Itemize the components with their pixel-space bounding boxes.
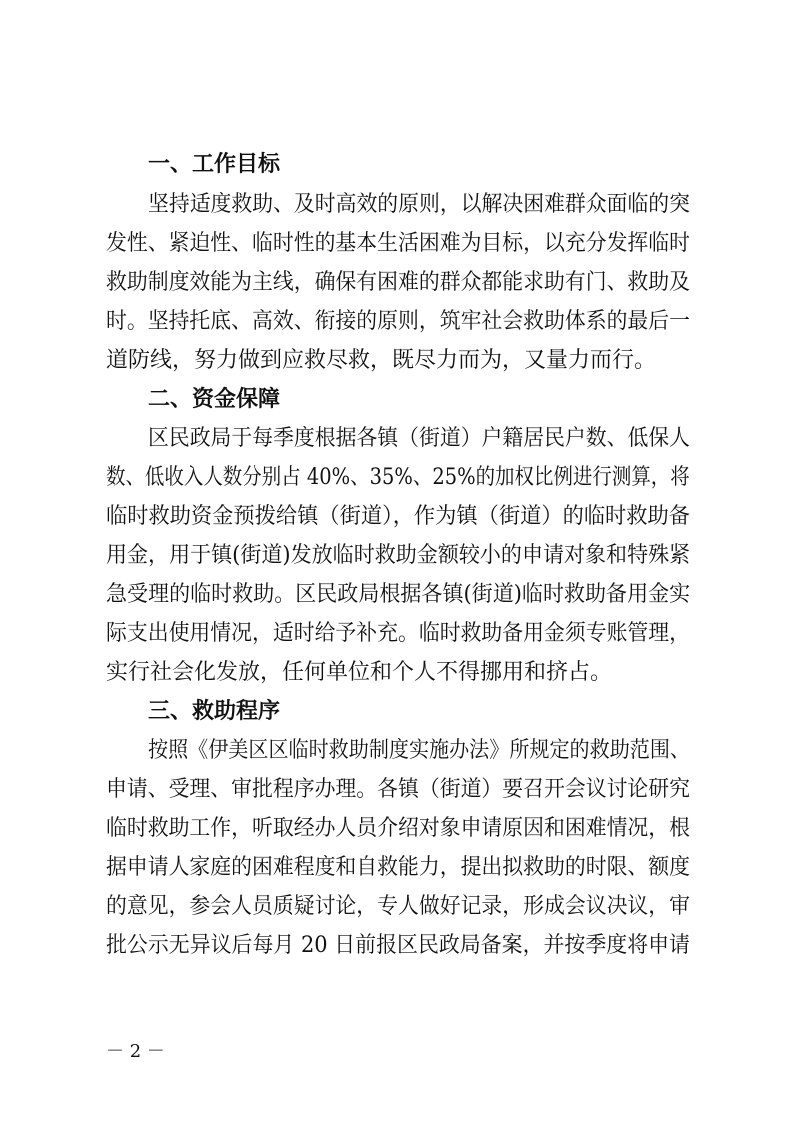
paragraph-line: 的意见，参会人员质疑讨论，专人做好记录，形成会议决议，审 — [106, 894, 691, 919]
section-heading-funding: 二、资金保障 — [148, 387, 281, 412]
paragraph-line: 按照《伊美区区临时救助制度实施办法》所规定的救助范围、 — [148, 738, 691, 763]
paragraph-line: 临时救助工作，听取经办人员介绍对象申请原因和困难情况，根 — [106, 816, 691, 841]
paragraph-line: 时。坚持托底、高效、衔接的原则，筑牢社会救助体系的最后一 — [106, 309, 691, 334]
paragraph-line: 用金，用于镇(街道)发放临时救助金额较小的申请对象和特殊紧 — [106, 543, 691, 568]
paragraph-line: 据申请人家庭的困难程度和自救能力，提出拟救助的时限、额度 — [106, 855, 691, 880]
paragraph-line: 批公示无异议后每月 20 日前报区民政局备案，并按季度将申请 — [106, 933, 690, 958]
paragraph-line: 申请、受理、审批程序办理。各镇（街道）要召开会议讨论研究 — [106, 777, 691, 802]
paragraph-line: 数、低收入人数分别占 40%、35%、25%的加权比例进行测算，将 — [106, 465, 690, 490]
paragraph-line: 实行社会化发放，任何单位和个人不得挪用和挤占。 — [106, 660, 613, 685]
paragraph-line: 际支出使用情况，适时给予补充。临时救助备用金须专账管理， — [106, 621, 691, 646]
paragraph-line: 临时救助资金预拨给镇（街道），作为镇（街道）的临时救助备 — [106, 504, 691, 529]
section-heading-procedure: 三、救助程序 — [148, 699, 281, 724]
paragraph-line: 发性、紧迫性、临时性的基本生活困难为目标，以充分发挥临时 — [106, 231, 691, 256]
page-number: － 2 － — [106, 1041, 165, 1062]
section-heading-work-goals: 一、工作目标 — [148, 152, 281, 177]
paragraph-line: 区民政局于每季度根据各镇（街道）户籍居民户数、低保人 — [148, 426, 691, 451]
paragraph-line: 道防线，努力做到应救尽救，既尽力而为，又量力而行。 — [106, 348, 657, 373]
paragraph-line: 坚持适度救助、及时高效的原则，以解决困难群众面临的突 — [148, 192, 691, 217]
paragraph-line: 急受理的临时救助。区民政局根据各镇(街道)临时救助备用金实 — [106, 582, 691, 607]
paragraph-line: 救助制度效能为主线，确保有困难的群众都能求助有门、救助及 — [106, 270, 691, 295]
